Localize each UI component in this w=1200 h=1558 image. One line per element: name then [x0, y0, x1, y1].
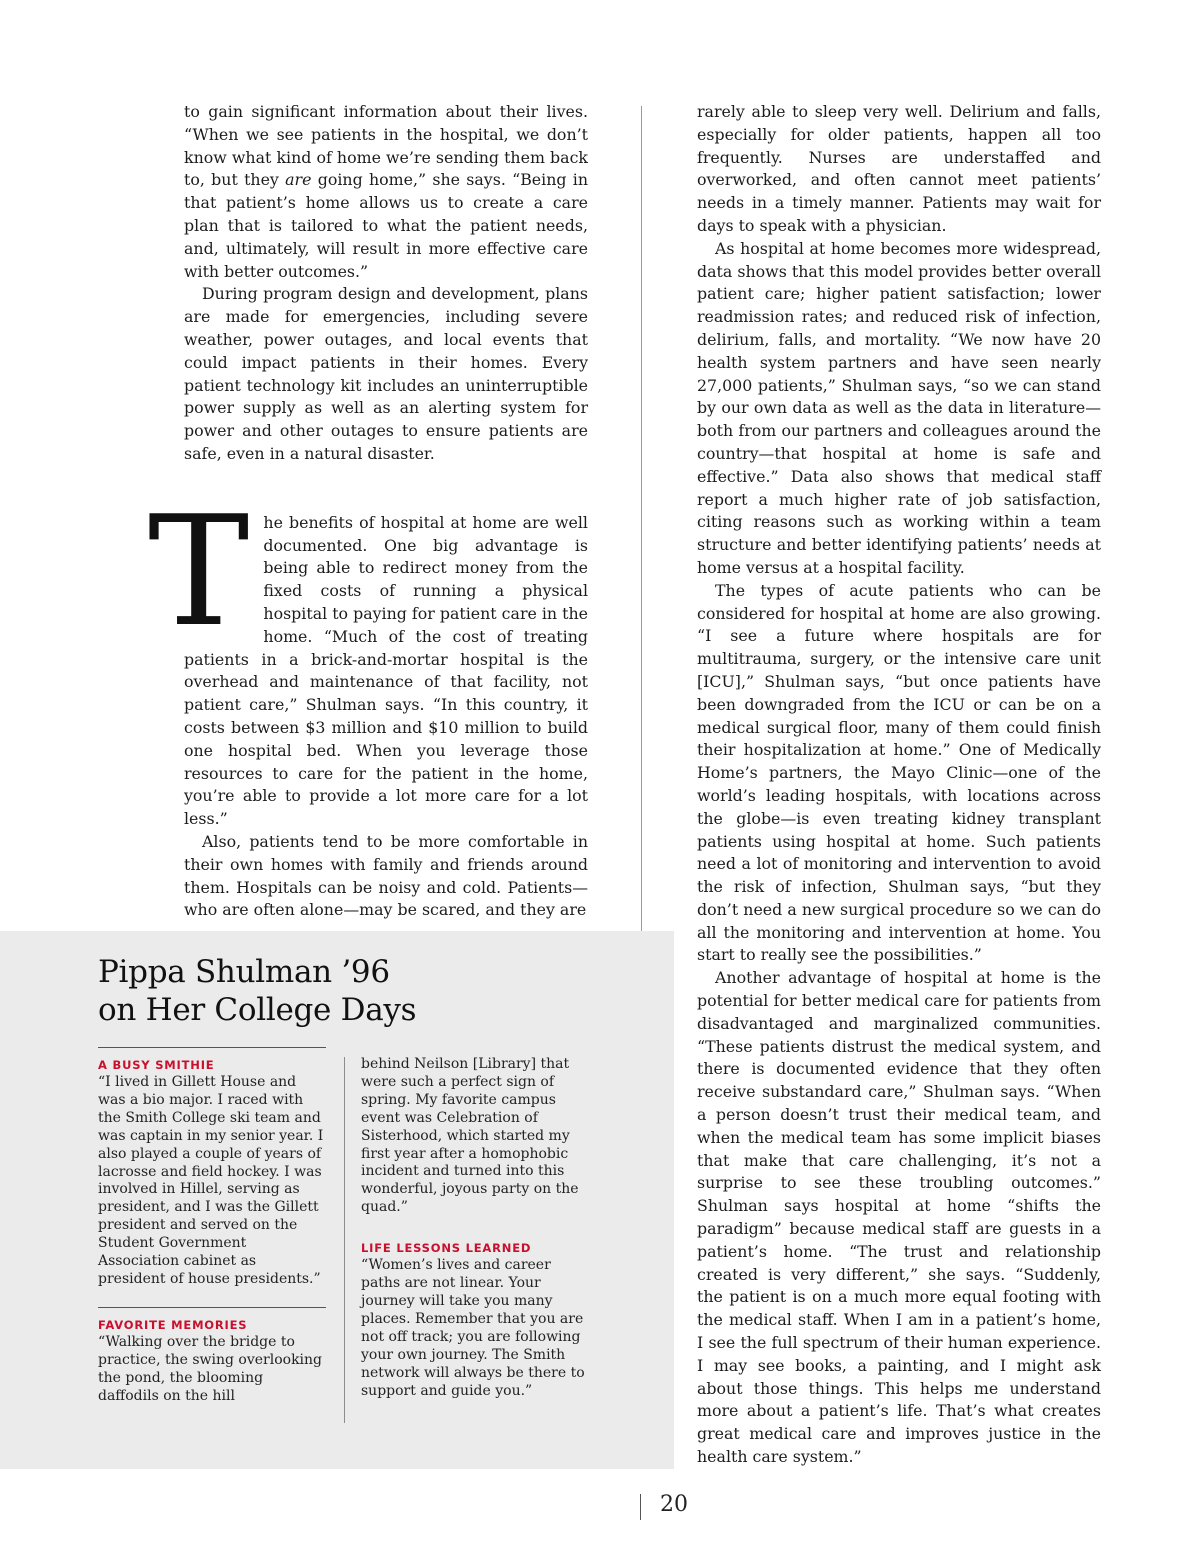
- sidebar-text: behind Neilson [Library] that were such a perfect sign of spring. My favorite campus event was Celebration of Sisterhood, which started my first year after a homophobic incident and turned into this wonderful, joyous party on the quad.”: [361, 1056, 579, 1216]
- section-rule: [98, 1047, 326, 1048]
- sidebar-column-left: [98, 1047, 326, 1406]
- sidebar-heading: LIFE LESSONS LEARNED: [361, 1241, 532, 1256]
- drop-cap: T: [148, 482, 250, 660]
- paragraph: he benefits of hospital at home are well documented. One big advantage is being able to redirect money from the fixed costs of running a physical hospital to paying for patient care in the home. “Much of the cost of treating patients in a brick-and-mortar hospital is the overhead and maintenance of that facility, not patient care,” Shulman says. “In this country, it costs between $3 million and $10 million to build one hospital bed. When you leverage those resources to care for the patient in the home, you’re able to provide a lot more care for a lot less.”: [184, 512, 588, 829]
- article-column-right: [697, 101, 1101, 1469]
- sidebar-heading: FAVORITE MEMORIES: [98, 1317, 248, 1332]
- section-with-dropcap: [148, 482, 588, 922]
- paragraph: During program design and development, plans are made for emergencies, including severe weather, power outages, and local events that could impact patients in their homes. Every patient technology kit includes an uninterruptible power supply as well as an alerting system for power and other outages to ensure patients are safe, even in a natural disaster.: [184, 284, 588, 463]
- page-number: 20: [660, 1492, 688, 1517]
- sidebar-text: “I lived in Gillett House and was a bio major. I raced with the Smith College ski team and was captain in my senior year. I also played a couple of years of lacrosse and field hockey. I was involved in Hillel, serving as president, and I was the Gillett president and served on the Student Government Association cabinet as president of house presidents.”: [98, 1074, 324, 1287]
- page-number-rule: [640, 1494, 641, 1520]
- sidebar-column-divider: [344, 1057, 345, 1423]
- paragraph: to gain significant information about their lives. “When we see patients in the hospital, we don’t know what kind of home we’re sending them back to, but they are going home,” she says. “Being in that patient’s home allows us to create a care plan that is tailored to what the patient needs, and, ultimately, will result in more effective care with better outcomes.”: [184, 102, 588, 281]
- sidebar-text: “Walking over the bridge to practice, the swing overlooking the pond, the blooming daffodils on the hill: [98, 1333, 323, 1404]
- sidebar-title: Pippa Shulman ’96 on Her College Days: [98, 954, 417, 1028]
- emphasis: are: [285, 170, 312, 190]
- sidebar-text: “Women’s lives and career paths are not linear. Your journey will take you many places. Remember that you are not off track; you are following your own journey. The Smith network will always be there to support and guide you.”: [361, 1257, 585, 1399]
- article-column-left: [148, 101, 588, 922]
- sidebar-column-right: [361, 1056, 589, 1400]
- paragraph: As hospital at home becomes more widespread, data shows that this model provides better overall patient care; higher patient satisfaction; lower readmission rates; and reduced risk of infection, delirium, falls, and mortality. “We now have 20 health system partners and have seen nearly 27,000 patients,” Shulman says, “so we can stand by our own data as well as the data in literature—both from our partners and colleagues around the country—that hospital at home is safe and effective.” Data also shows that medical staff report a much higher rate of job satisfaction, citing reasons such as working within a team structure and better identifying patients’ needs at home versus at a hospital facility.: [697, 238, 1101, 577]
- sidebar-heading: A BUSY SMITHIE: [98, 1058, 215, 1072]
- sidebar-box: [0, 931, 674, 1469]
- section-rule: [98, 1307, 326, 1308]
- paragraph: Another advantage of hospital at home is the potential for better medical care for patients from disadvantaged and marginalized communities. “These patients distrust the medical system, and there is documented evidence that they often receive substandard care,” Shulman says. “When a person doesn’t trust their medical team, and when the medical team has some implicit biases that make that care challenging, it’s not a surprise to see these troubling outcomes.” Shulman says hospital at home “shifts the paradigm” because medical staff are guests in a patient’s home. “The trust and relationship created is very different,” she says. “Suddenly, the patient is on a much more equal footing with the medical staff. When I am in a patient’s home, I see the full spectrum of their human experience. I may see books, a painting, and I might ask about those things. This helps me understand more about a patient’s life. That’s what creates great medical care and improves justice in the health care system.”: [697, 968, 1101, 1467]
- paragraph: rarely able to sleep very well. Delirium and falls, especially for older patients, happen all too frequently. Nurses are understaffed and overworked, and often cannot meet patients’ needs in a timely manner. Patients may wait for days to speak with a physician.: [697, 102, 1101, 235]
- paragraph: The types of acute patients who can be considered for hospital at home are also growing. “I see a future where hospitals are for multitrauma, surgery, or the intensive care unit [ICU],” Shulman says, “but once patients have been downgraded from the ICU or can be on a medical surgical floor, many of them could finish their hospitalization at home.” One of Medically Home’s partners, the Mayo Clinic—one of the world’s leading hospitals, with locations across the globe—is even treating kidney transplant patients using hospital at home. Such patients need a lot of monitoring and intervention to avoid the risk of infection, Shulman says, “but they don’t need a new surgical procedure so we can do all the monitoring and intervention at home. You start to really see the possibilities.”: [697, 580, 1101, 965]
- paragraph: Also, patients tend to be more comfortable in their own homes with family and friends around them. Hospitals can be noisy and cold. Patients—who are often alone—may be scared, and they are: [184, 831, 588, 920]
